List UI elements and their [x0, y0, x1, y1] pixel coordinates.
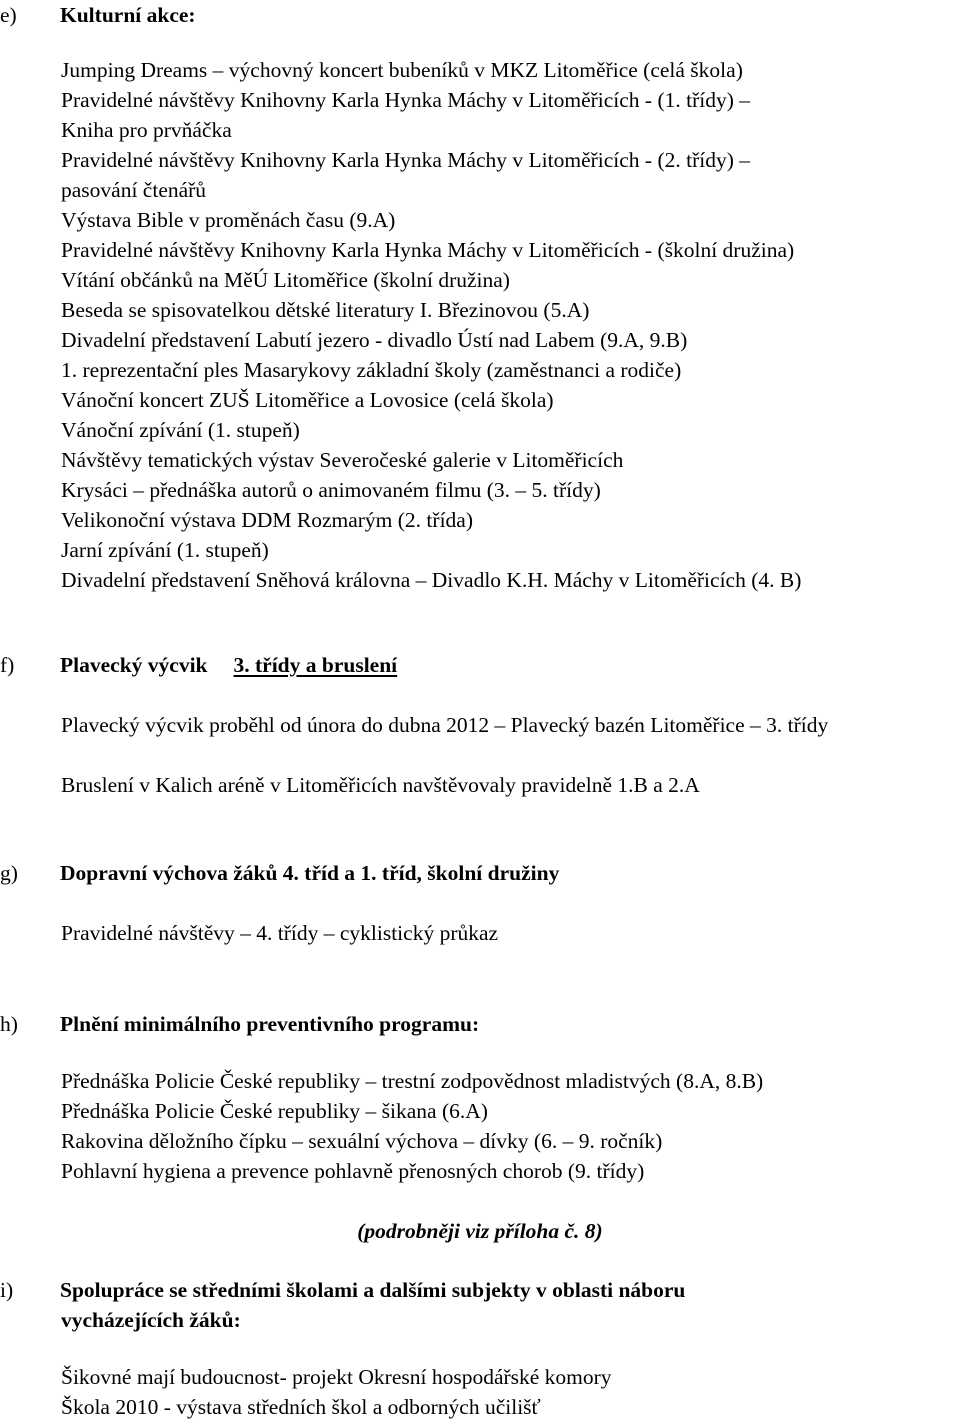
list-item: Beseda se spisovatelkou dětské literatury I. Březinovou (5.A) [61, 298, 590, 322]
list-item: Rakovina děložního čípku – sexuální výchova – dívky (6. – 9. ročník) [61, 1129, 663, 1153]
list-item: Plavecký výcvik proběhl od února do dubna 2012 – Plavecký bazén Litoměřice – 3. třídy [61, 713, 829, 737]
list-item: Přednáška Policie České republiky – trestní zodpovědnost mladistvých (8.A, 8.B) [61, 1069, 764, 1093]
list-item: Bruslení v Kalich aréně v Litoměřicích navštěvovaly pravidelně 1.B a 2.A [61, 773, 700, 797]
list-item: Pohlavní hygiena a prevence pohlavně přenosných chorob (9. třídy) [61, 1159, 645, 1183]
list-item: Vánoční zpívání (1. stupeň) [61, 418, 300, 442]
section-f-letter: f) [0, 653, 15, 677]
section-g-letter: g) [0, 861, 18, 885]
section-e-letter: e) [0, 3, 17, 27]
section-h-heading [0, 1009, 479, 1039]
list-item: Divadelní představení Sněhová královna – Divadlo K.H. Máchy v Litoměřicích (4. B) [61, 568, 802, 592]
list-item: pasování čtenářů [61, 178, 207, 202]
list-item: Krysáci – přednáška autorů o animovaném filmu (3. – 5. třídy) [61, 478, 601, 502]
list-item: Pravidelné návštěvy Knihovny Karla Hynka Máchy v Litoměřicích - (2. třídy) – [61, 148, 751, 172]
section-e-title: Kulturní akce: [60, 3, 196, 27]
section-h-letter: h) [0, 1012, 18, 1036]
section-f-heading [0, 650, 397, 680]
list-item: Pravidelné návštěvy Knihovny Karla Hynka Máchy v Litoměřicích - (školní družina) [61, 238, 795, 262]
list-item: Kniha pro prvňáčka [61, 118, 232, 142]
section-i-title-line1: Spolupráce se středními školami a dalšími subjekty v oblasti náboru [60, 1278, 686, 1302]
list-item: Přednáška Policie České republiky – šikana (6.A) [61, 1099, 488, 1123]
list-item: Pravidelné návštěvy Knihovny Karla Hynka Máchy v Litoměřicích - (1. třídy) – [61, 88, 751, 112]
section-h-title: Plnění minimálního preventivního programu: [60, 1012, 480, 1036]
section-e-heading [0, 0, 196, 30]
list-item: Divadelní představení Labutí jezero - divadlo Ústí nad Labem (9.A, 9.B) [61, 328, 688, 352]
list-item: 1. reprezentační ples Masarykovy základní školy (zaměstnanci a rodiče) [61, 358, 682, 382]
section-f-title-suffix: 3. třídy a bruslení [233, 653, 398, 677]
list-item: Jarní zpívání (1. stupeň) [61, 538, 269, 562]
list-item: Vítání občánků na MěÚ Litoměřice (školní družina) [61, 268, 510, 292]
section-i-letter: i) [0, 1278, 14, 1302]
appendix-note: (podrobněji viz příloha č. 8) [357, 1219, 603, 1243]
section-f-title: Plavecký výcvik [60, 653, 208, 677]
list-item: Šikovné mají budoucnost- projekt Okresní hospodářské komory [61, 1365, 612, 1389]
list-item: Velikonoční výstava DDM Rozmarým (2. třída) [61, 508, 473, 532]
section-i-heading-cont [61, 1305, 241, 1335]
list-item: Návštěvy tematických výstav Severočeské galerie v Litoměřicích [61, 448, 624, 472]
section-i-heading [0, 1275, 685, 1305]
section-g-title: Dopravní výchova žáků 4. tříd a 1. tříd, školní družiny [60, 861, 560, 885]
list-item: Výstava Bible v proměnách času (9.A) [61, 208, 396, 232]
list-item: Škola 2010 - výstava středních škol a odborných učilišť [61, 1395, 541, 1419]
list-item: Vánoční koncert ZUŠ Litoměřice a Lovosice (celá škola) [61, 388, 554, 412]
list-item: Pravidelné návštěvy – 4. třídy – cyklistický průkaz [61, 921, 499, 945]
section-i-title-line2: vycházejících žáků: [61, 1308, 241, 1332]
list-item: Jumping Dreams – výchovný koncert bubeníků v MKZ Litoměřice (celá škola) [61, 58, 743, 82]
section-g-heading [0, 858, 559, 888]
